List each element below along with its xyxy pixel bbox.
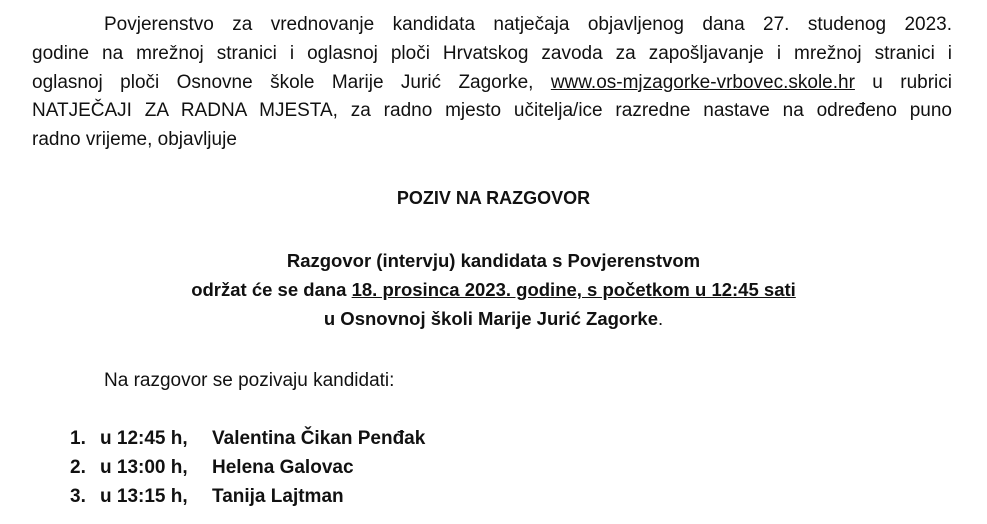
candidate-time: u 13:15 h,: [100, 486, 188, 507]
announcement-period: .: [657, 308, 664, 329]
candidate-number: 3.: [70, 486, 86, 507]
page-title: POZIV NA RAZGOVOR: [396, 188, 591, 208]
intro-line-4: NATJEČAJI ZA RADNA MJESTA, za radno mjesto učitelja/ice razredne nastave na određeno puno: [32, 100, 952, 122]
list-item: [70, 453, 425, 482]
candidate-name: Valentina Čikan Penđak: [212, 428, 426, 449]
announcement-line-1: Razgovor (intervju) kandidata s Povjerenstvom: [286, 250, 701, 271]
candidate-number: 2.: [70, 457, 86, 478]
interview-announcement: [0, 246, 987, 333]
announcement-date-prefix: održat će se dana: [191, 279, 347, 300]
announcement-location: u Osnovnoj školi Marije Jurić Zagorke: [323, 308, 658, 329]
intro-line-3: [32, 69, 952, 98]
invite-text: Na razgovor se pozivaju kandidati:: [104, 370, 395, 391]
announcement-line-3: [0, 304, 987, 333]
announcement-line-2: [0, 275, 987, 304]
candidate-name: Helena Galovac: [212, 457, 354, 478]
candidate-time: u 12:45 h,: [100, 428, 188, 449]
candidate-number: 1.: [70, 428, 86, 449]
school-website-link[interactable]: www.os-mjzagorke-vrbovec.skole.hr: [550, 71, 855, 93]
intro-line-2: godine na mrežnoj stranici i oglasnoj ploči Hrvatskog zavoda za zapošljavanje i mrežnoj stranici i: [32, 42, 952, 64]
candidate-time: u 13:00 h,: [100, 457, 188, 478]
candidate-name: Tanija Lajtman: [212, 486, 344, 507]
intro-line-1: Povjerenstvo za vrednovanje kandidata natječaja objavljenog dana 27. studenog 2023.: [104, 14, 952, 35]
intro-line-5: radno vrijeme, objavljuje: [32, 129, 237, 151]
intro-paragraph: [32, 11, 952, 155]
intro-line-3-end: u rubrici: [872, 71, 952, 93]
announcement-date-time: 18. prosinca 2023. godine, s početkom u 12:45 sati: [351, 279, 796, 300]
list-item: [70, 482, 425, 511]
list-item: [70, 424, 425, 453]
intro-line-3-start: oglasnoj ploči Osnovne škole Marije Jurić Zagorke,: [32, 71, 534, 93]
candidate-list: [70, 424, 425, 511]
